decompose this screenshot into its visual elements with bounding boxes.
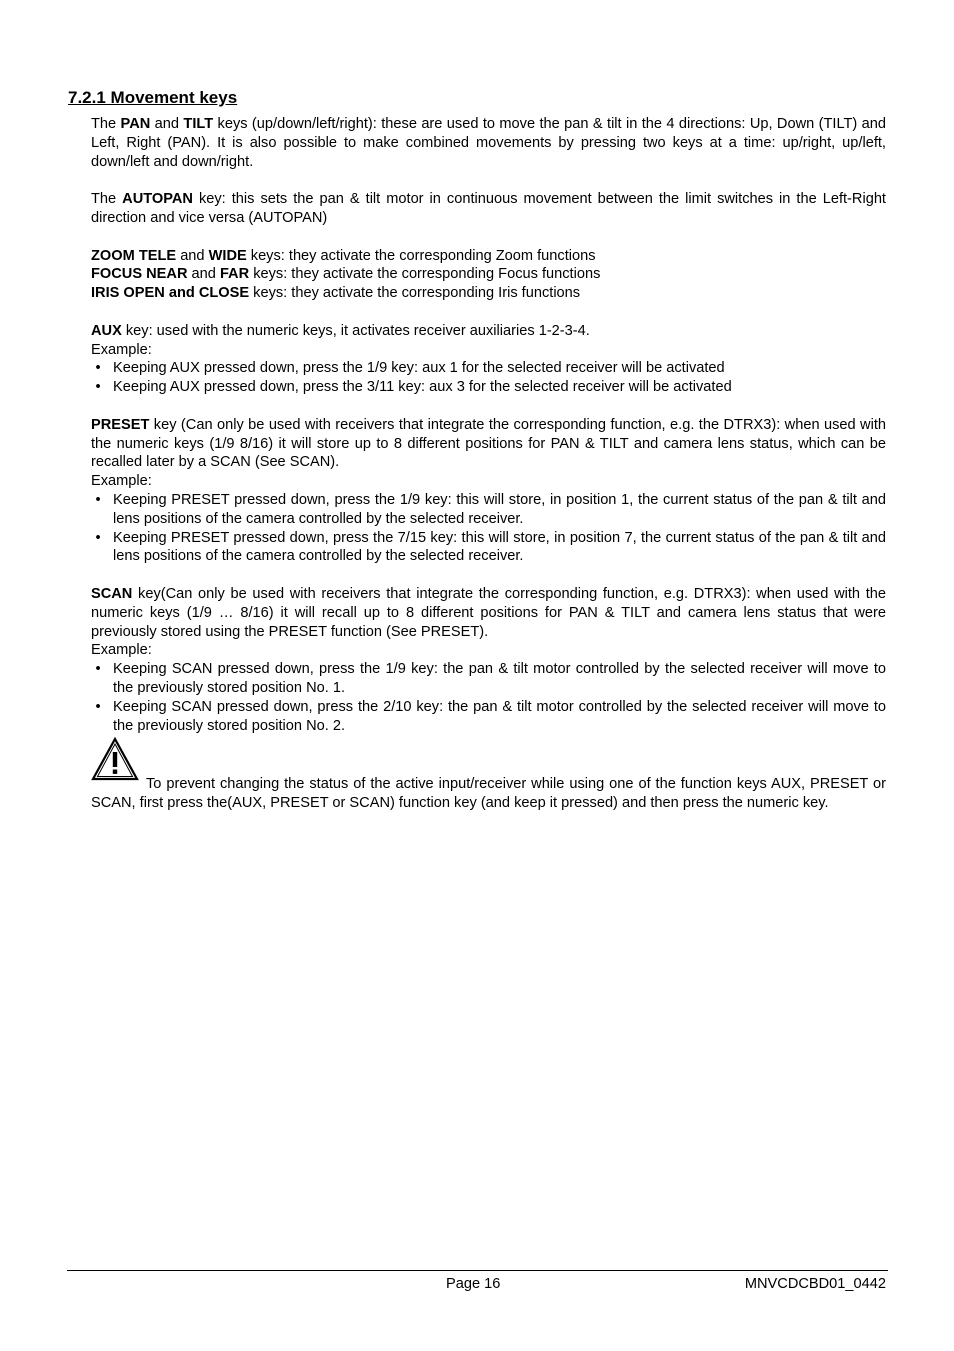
footer-divider xyxy=(67,1270,888,1271)
example-label: Example: xyxy=(91,341,152,358)
text-run: and xyxy=(150,116,184,132)
list-item xyxy=(91,529,886,567)
list-item xyxy=(91,698,886,736)
preset-paragraph xyxy=(91,416,886,472)
bullet-icon: • xyxy=(95,698,101,715)
keyword-preset: PRESET xyxy=(91,416,150,433)
keyword-aux: AUX xyxy=(91,322,122,339)
keyword-focus-near: FOCUS NEAR xyxy=(91,266,188,283)
list-item-text: Keeping SCAN pressed down, press the 2/10 key: the pan & tilt motor controlled by the selected receiver will move to the previously stored position No. 2. xyxy=(113,698,886,734)
keyword-far: FAR xyxy=(219,266,250,283)
iris-line xyxy=(91,284,886,303)
aux-bullet-list xyxy=(91,359,886,397)
list-item xyxy=(91,660,886,698)
bullet-icon: • xyxy=(95,360,101,377)
text-run: keys: they activate the corresponding Focus functions xyxy=(249,266,601,283)
list-item xyxy=(91,491,886,529)
list-item-text: Keeping PRESET pressed down, press the 7/15 key: this will store, in position 7, the current status of the pan & tilt and lens positions of the camera controlled by the selected receiver. xyxy=(113,529,886,565)
example-label: Example: xyxy=(91,473,152,490)
zoom-line xyxy=(91,247,886,266)
autopan-paragraph xyxy=(91,190,886,228)
scan-bullet-list xyxy=(91,660,886,735)
bullet-icon: • xyxy=(95,491,101,508)
document-code: MNVCDCBD01_0442 xyxy=(744,1276,886,1292)
keyword-wide: WIDE xyxy=(208,247,247,264)
text-run: key (Can only be used with receivers that integrate the corresponding function, e.g. the DTRX3): when used with the numeric keys (1/9 8/16) it will store up to 8 different positions for PAN & TILT and camera lens status, which can be recalled later by a SCAN (See SCAN). xyxy=(91,416,886,471)
warning-text: To prevent changing the status of the active input/receiver while using one of the function keys AUX, PRESET or SCAN, first press the(AUX, PRESET or SCAN) function key (and keep it pressed) and then press the numeric key. xyxy=(91,776,886,812)
aux-paragraph xyxy=(91,322,886,341)
bullet-icon: • xyxy=(95,379,101,396)
preset-bullet-list xyxy=(91,491,886,566)
list-item-text: Keeping PRESET pressed down, press the 1/9 key: this will store, in position 1, the current status of the pan & tilt and lens positions of the camera controlled by the selected receiver. xyxy=(113,491,886,527)
pan-tilt-paragraph xyxy=(91,115,886,171)
text-run: The xyxy=(91,116,121,132)
text-run: key: this sets the pan & tilt motor in continuous movement between the limit switches in the Left-Right direction and vice versa (AUTOPAN) xyxy=(91,191,886,226)
text-run: keys: they activate the corresponding Iris functions xyxy=(249,285,581,302)
document-body xyxy=(91,115,886,813)
text-run: key: used with the numeric keys, it activates receiver auxiliaries 1-2-3-4. xyxy=(121,322,590,339)
keyword-zoom-tele: ZOOM TELE xyxy=(91,247,177,264)
keyword-pan: PAN xyxy=(120,116,151,132)
keyword-autopan: AUTOPAN xyxy=(122,191,193,208)
bullet-icon: • xyxy=(95,661,101,678)
list-item-text: Keeping AUX pressed down, press the 3/11 key: aux 3 for the selected receiver will be activated xyxy=(113,379,732,396)
text-run: keys (up/down/left/right): these are used to move the pan & tilt in the 4 directions: Up, Down (TILT) and Left, Right (PAN). It is also possible to make combined movements by pressing two keys at a time: up/right, up/left, down/left and down/right. xyxy=(91,116,886,170)
page-number: Page 16 xyxy=(446,1276,501,1292)
keyword-tilt: TILT xyxy=(183,116,214,132)
text-run: The xyxy=(91,191,123,208)
bullet-icon: • xyxy=(95,529,101,546)
text-run: key(Can only be used with receivers that integrate the corresponding function, e.g. DTRX3): when used with the numeric keys (1/9 … 8/16) it will recall up to 8 different positions for PAN & TILT and camera lens status that were previously stored using the PRESET function (See PRESET). xyxy=(91,585,886,640)
text-run: and xyxy=(187,266,220,283)
list-item xyxy=(91,359,886,378)
warning-triangle-icon xyxy=(91,737,139,781)
text-run: keys: they activate the corresponding Zoom functions xyxy=(246,247,596,264)
list-item-text: Keeping SCAN pressed down, press the 1/9 key: the pan & tilt motor controlled by the selected receiver will move to the previously stored position No. 1. xyxy=(113,661,886,696)
focus-line xyxy=(91,265,886,284)
list-item-text: Keeping AUX pressed down, press the 1/9 key: aux 1 for the selected receiver will be activated xyxy=(113,360,725,377)
section-title: 7.2.1 Movement keys xyxy=(68,88,238,107)
scan-paragraph xyxy=(91,585,886,641)
keyword-scan: SCAN xyxy=(91,585,133,602)
text-run: and xyxy=(176,247,209,264)
keyword-iris: IRIS OPEN and CLOSE xyxy=(91,285,250,302)
list-item xyxy=(91,378,886,397)
example-label: Example: xyxy=(91,642,152,659)
warning-note xyxy=(91,775,886,813)
